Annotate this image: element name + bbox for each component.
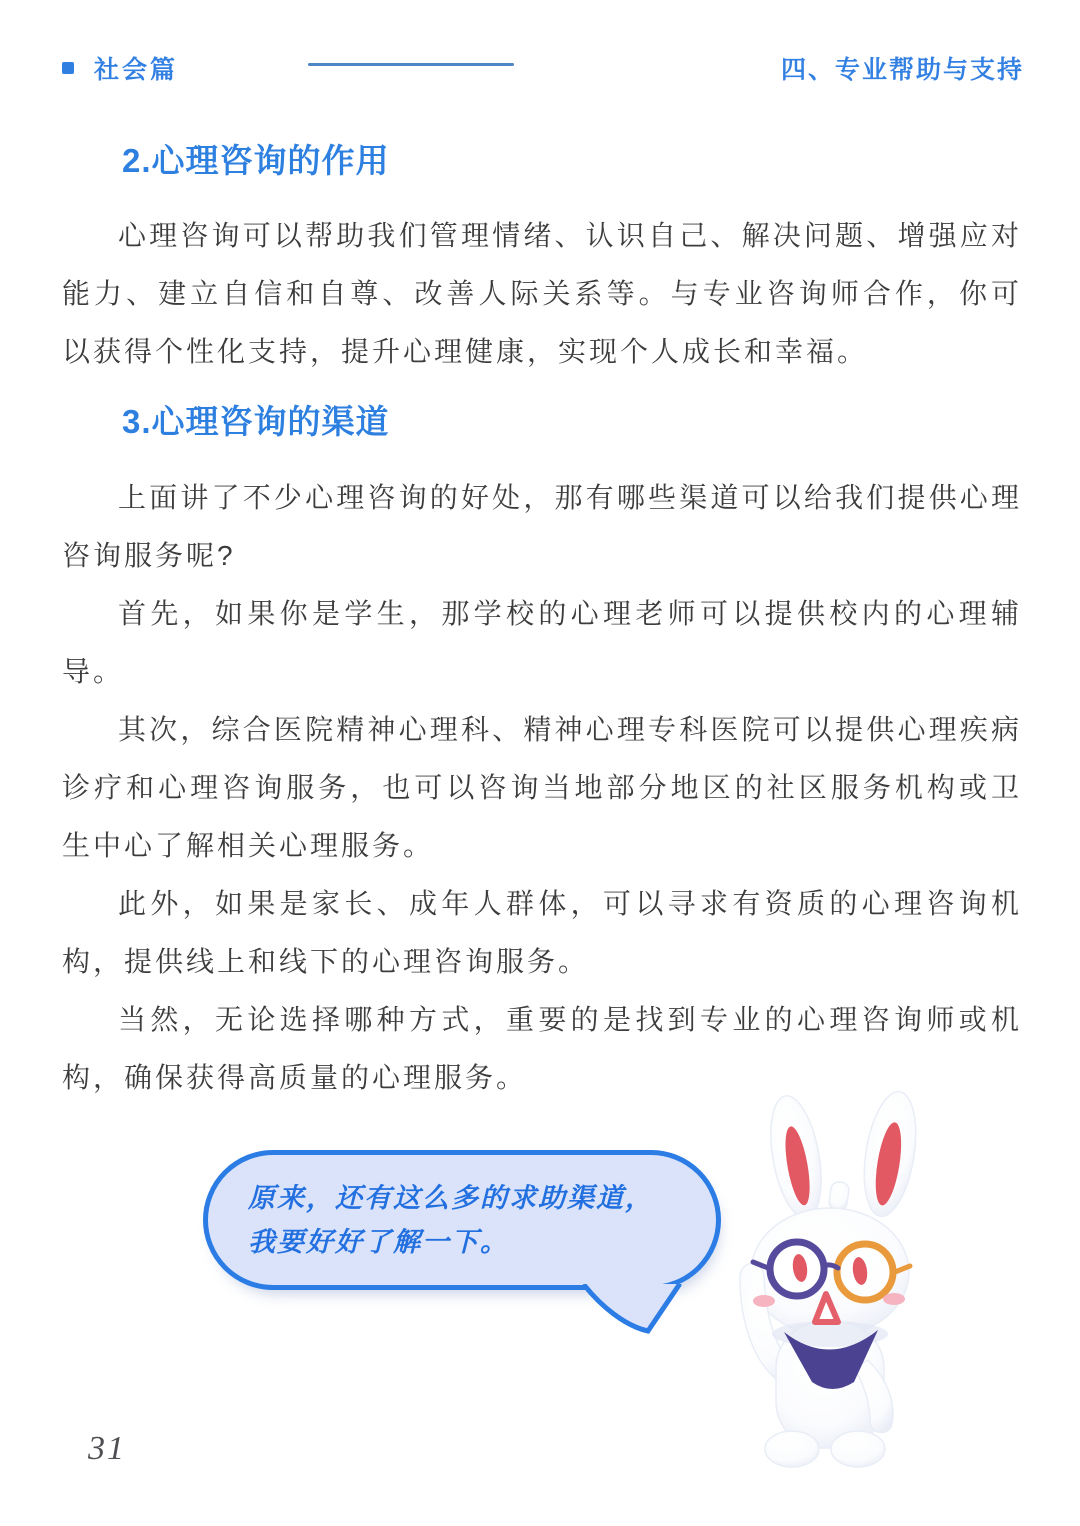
speech-bubble-line-1: 原来，还有这么多的求助渠道， [248,1183,654,1213]
chapter-label: 四、专业帮助与支持 [780,56,1024,84]
rabbit-right-ear [856,1088,923,1220]
rabbit-left-ear [763,1092,830,1222]
rabbit-left-foot [765,1431,819,1467]
paragraph-intro: 上面讲了不少心理咨询的好处，那有哪些渠道可以给我们提供心理咨询服务呢? [62,481,1022,571]
speech-bubble-text [208,1176,654,1264]
rabbit-tuft [828,1181,850,1211]
paragraph-adults: 此外，如果是家长、成年人群体，可以寻求有资质的心理咨询机构，提供线上和线下的心理咨询服务。 [62,887,1022,977]
section-label: 社会篇 [94,56,179,84]
paragraph-benefits: 心理咨询可以帮助我们管理情绪、认识自己、解决问题、增强应对能力、建立自信和自尊、改善人际关系等。与专业咨询师合作，你可以获得个性化支持，提升心理健康，实现个人成长和幸福。 [62,220,1022,368]
rabbit-right-foot [831,1431,885,1467]
rabbit-left-blush [753,1295,775,1307]
header-section [62,50,178,86]
paragraph-conclusion: 当然，无论选择哪种方式，重要的是找到专业的心理咨询师或机构，确保获得高质量的心理服务。 [62,1003,1022,1093]
page-number: 31 [88,1430,126,1467]
speech-bubble-line-2: 我要好好了解一下。 [248,1227,509,1257]
section-bullet-icon [62,62,74,74]
section-heading-2: 2.心理咨询的作用 [122,142,390,179]
body-content [62,140,1022,1107]
speech-bubble [203,1150,721,1290]
rabbit-mascot-illustration [718,1082,923,1477]
paragraph-hospital: 其次，综合医院精神心理科、精神心理专科医院可以提供心理疾病诊疗和心理咨询服务，也可以咨询当地部分地区的社区服务机构或卫生中心了解相关心理服务。 [62,713,1022,861]
rabbit-right-blush [883,1293,905,1305]
paragraph-school: 首先，如果你是学生，那学校的心理老师可以提供校内的心理辅导。 [62,597,1022,687]
section-heading-3: 3.心理咨询的渠道 [122,403,390,441]
speech-bubble-tail [565,1284,690,1339]
header-divider [308,63,514,66]
